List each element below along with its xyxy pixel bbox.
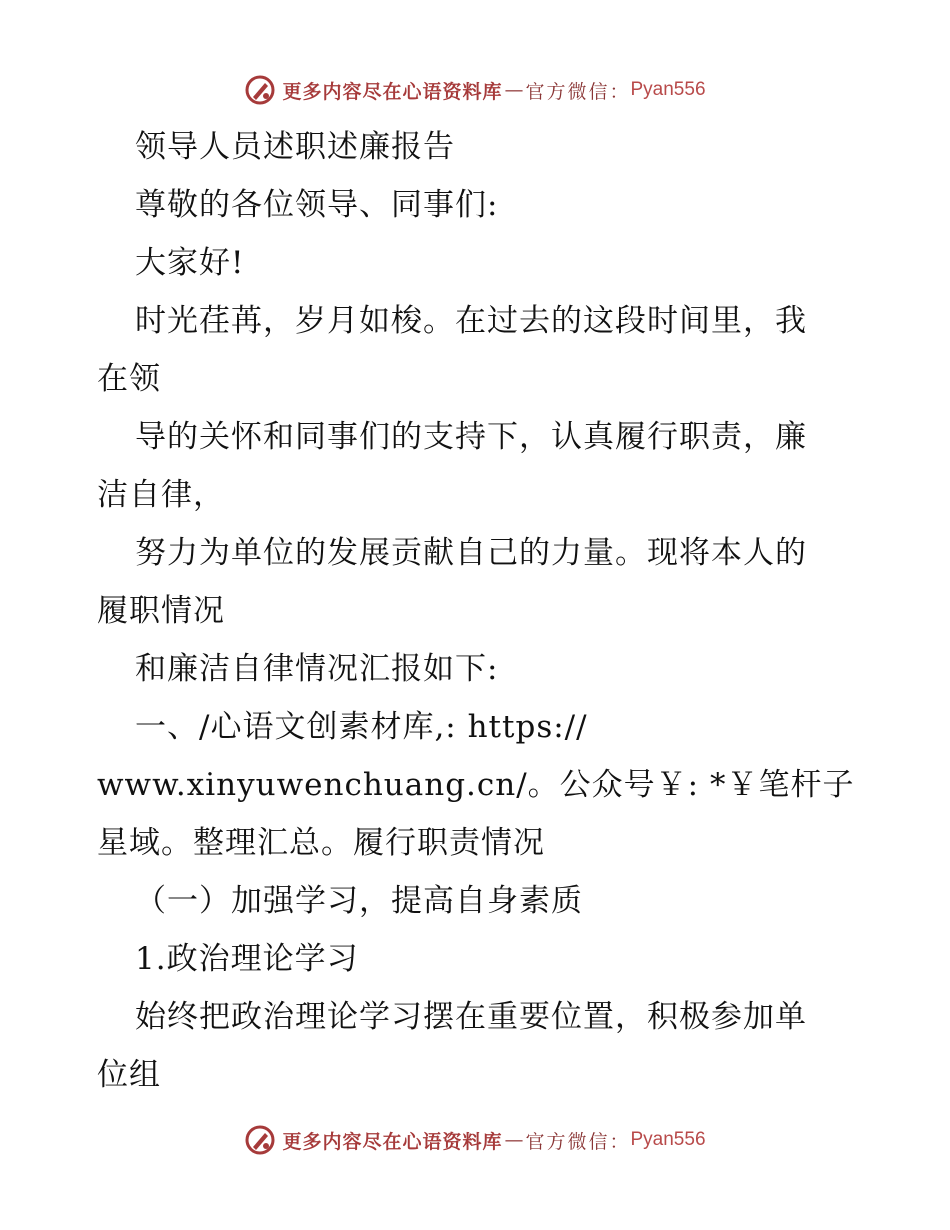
banner-dash: —	[504, 79, 524, 101]
paragraph-line: 努力为单位的发展贡献自己的力量。现将本人的	[135, 535, 807, 571]
paragraph-line: 在领	[97, 361, 161, 397]
paragraph-line: 时光荏苒，岁月如梭。在过去的这段时间里，我	[135, 303, 807, 339]
banner-official-label: 官方微信：	[525, 1130, 631, 1153]
section-heading-line: www.xinyuwenchuang.cn/。公众号￥: *￥笔杆子	[97, 767, 855, 803]
greeting-line: 尊敬的各位领导、同事们:	[135, 187, 499, 223]
banner-brand: 更多内容尽在心语资料库	[282, 80, 503, 103]
banner-wechat-id: Pyan556	[630, 79, 706, 100]
footer-banner	[0, 1120, 950, 1160]
banner-wechat-id: Pyan556	[630, 1129, 706, 1150]
document-body	[97, 118, 857, 1104]
paragraph-line: 洁自律，	[97, 477, 225, 513]
header-banner	[0, 70, 950, 110]
pen-seal-icon	[244, 1124, 276, 1156]
paragraph-line: 位组	[97, 1057, 161, 1093]
paragraph-line: 始终把政治理论学习摆在重要位置，积极参加单	[135, 999, 807, 1035]
greeting-line: 大家好!	[135, 245, 245, 281]
banner-official-label: 官方微信：	[525, 80, 631, 103]
pen-seal-icon	[244, 74, 276, 106]
paragraph-line: 履职情况	[97, 593, 225, 629]
document-title: 领导人员述职述廉报告	[135, 129, 455, 165]
section-heading-line: 一、/心语文创素材库,: https://	[135, 709, 588, 745]
paragraph-line: 导的关怀和同事们的支持下，认真履行职责，廉	[135, 419, 807, 455]
paragraph-line: 和廉洁自律情况汇报如下:	[135, 651, 499, 687]
section-heading-line: 星域。整理汇总。履行职责情况	[97, 825, 545, 861]
banner-dash: —	[504, 1129, 524, 1151]
item-heading: 1.政治理论学习	[135, 941, 359, 977]
banner-brand: 更多内容尽在心语资料库	[282, 1130, 503, 1153]
subsection-heading: （一）加强学习，提高自身素质	[135, 883, 583, 919]
